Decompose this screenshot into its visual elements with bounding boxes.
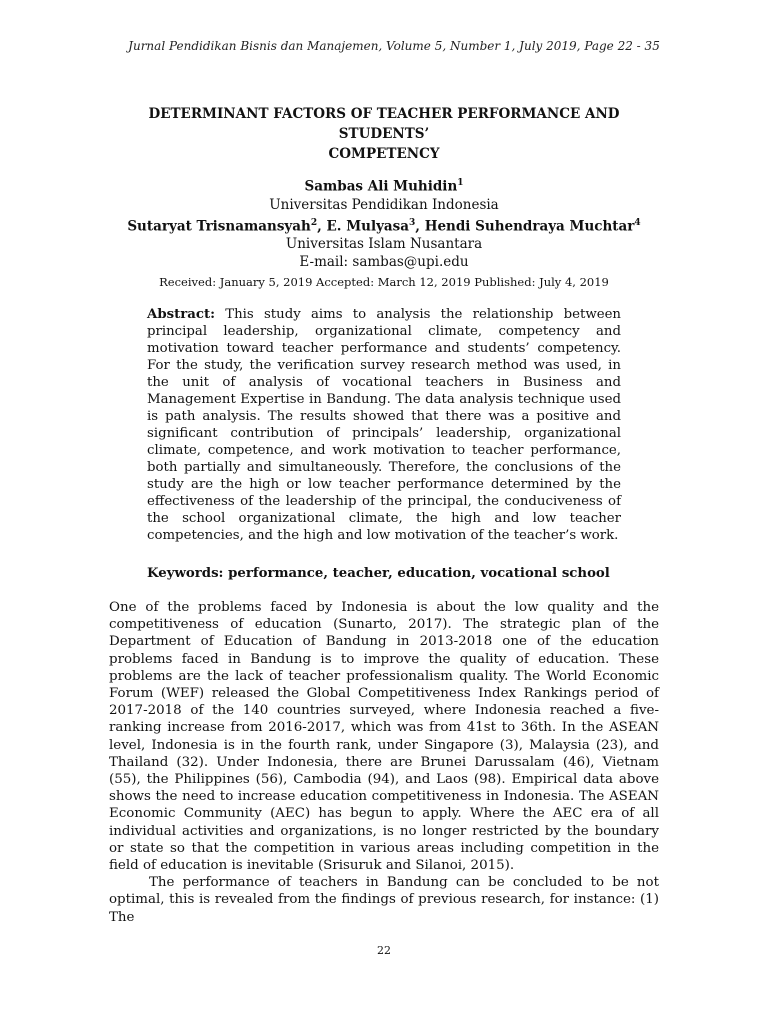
abstract-label: Abstract: — [147, 307, 216, 322]
author-2-sup: 2 — [310, 217, 318, 228]
author-3-name: E. Mulyasa — [326, 218, 410, 234]
affiliation-1: Universitas Pendidikan Indonesia — [269, 196, 499, 213]
body-paragraph-1: One of the problems faced by Indonesia is about the low quality and the competitiveness of education (Sunarto, 2017). The strategic plan of the Department of Education of Bandung in 2013-2018 one of the education problems faced in Bandung is to improve the quality of education. These problems are the lack of teacher professionalism quality. The World Economic Forum (WEF) released the Global Competitiveness Index Rankings period of 2017-2018 of the 140 countries surveyed, where Indonesia reached a five-ranking increase from 2016-2017, which was from 41st to 36th. In the ASEAN level, Indonesia is in the fourth rank, under Singapore (3), Malaysia (23), and Thailand (32). Under Indonesia, there are Brunei Darussalam (46), Vietnam (55), the Philippines (56), Cambodia (94), and Laos (98). Empirical data above shows the need to increase education competitiveness in Indonesia. The ASEAN Economic Community (AEC) has begun to apply. Where the AEC era of all individual activities and organizations, is no longer restricted by the boundary or state so that the competition in various areas including competition in the field of education is inevitable (Srisuruk and Silanoi, 2015). — [109, 600, 659, 874]
page-number: 22 — [377, 944, 391, 957]
author-3-sup: 3 — [409, 217, 416, 228]
author-line-2: Sutaryat Trisnamansyah$^2$, E. Mulyasa$^3$, Hendi Suhendraya Muchtar$^4$ — [127, 217, 641, 234]
author-line-1 — [100, 174, 668, 196]
title-line-2: COMPETENCY — [328, 146, 440, 162]
author-block — [100, 174, 668, 271]
body-text — [109, 599, 659, 926]
publication-dates: Received: January 5, 2019 Accepted: March 12, 2019 Published: July 4, 2019 — [159, 275, 609, 289]
paper-title — [120, 104, 648, 164]
affiliation-2: Universitas Islam Nusantara — [285, 236, 483, 252]
abstract — [147, 306, 621, 544]
author-4-sup: 4 — [634, 217, 641, 228]
author-1-name: Sambas Ali Muhidin — [304, 178, 458, 195]
keywords: Keywords: performance, teacher, education, vocational school — [147, 566, 610, 581]
author-2-name: Sutaryat Trisnamansyah — [127, 218, 311, 234]
author-4-name: Hendi Suhendraya Muchtar — [424, 218, 635, 234]
author-email: E-mail: sambas@upi.edu — [299, 254, 469, 270]
title-line-1: DETERMINANT FACTORS OF TEACHER PERFORMANCE AND STUDENTS’ — [148, 106, 620, 142]
abstract-text: This study aims to analysis the relationship between principal leadership, organizational climate, competency and motivation toward teacher performance and students’ competency. For the study, the verification survey research method was used, in the unit of analysis of vocational teachers in Business and Management Expertise in Bandung. The data analysis technique used is path analysis. The results showed that there was a positive and significant contribution of principals’ leadership, organizational climate, competence, and work motivation to teacher performance, both partially and simultaneously. Therefore, the conclusions of the study are the high or low teacher performance determined by the effectiveness of the leadership of the principal, the conduciveness of the school organizational climate, the high and low teacher competencies, and the high and low motivation of the teacher’s work. — [147, 307, 621, 543]
body-paragraph-2: The performance of teachers in Bandung can be concluded to be not optimal, this is revealed from the findings of previous research, for instance: (1) The — [109, 875, 659, 925]
journal-header: Jurnal Pendidikan Bisnis dan Manajemen, Volume 5, Number 1, July 2019, Page 22 - 35 — [128, 39, 660, 53]
author-1-sup: 1 — [457, 178, 464, 188]
